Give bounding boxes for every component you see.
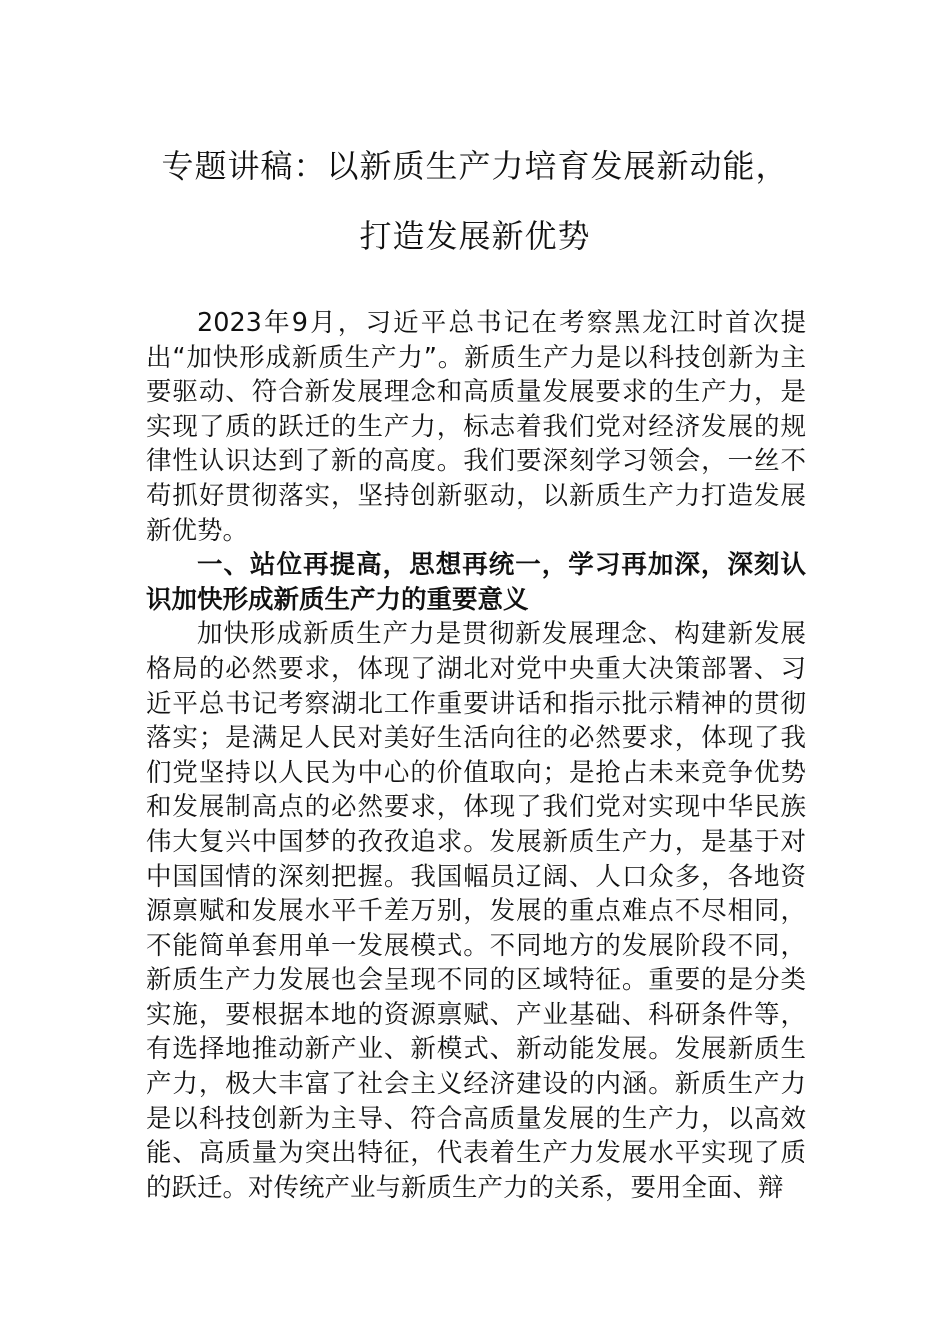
- document-body: [146, 306, 806, 1205]
- section-heading-1: 一、站位再提高，思想再统一，学习再加深，深刻认识加快形成新质生产力的重要意义: [146, 550, 806, 615]
- document-title-line-1: 专题讲稿：以新质生产力培育发展新动能，: [161, 147, 789, 185]
- document-title-line-2: 打造发展新优势: [359, 217, 591, 255]
- paragraph-intro: 2023年9月，习近平总书记在考察黑龙江时首次提出“加快形成新质生产力”。新质生产力是以科技创新为主要驱动、符合新发展理念和高质量发展要求的生产力，是实现了质的跃迁的生产力，标志着我们党对经济发展的规律性认识达到了新的高度。我们要深刻学习领会，一丝不苟抓好贯彻落实，坚持创新驱动，以新质生产力打造发展新优势。: [146, 308, 806, 546]
- paragraph-section-1-body: 加快形成新质生产力是贯彻新发展理念、构建新发展格局的必然要求，体现了湖北对党中央重大决策部署、习近平总书记考察湖北工作重要讲话和指示批示精神的贯彻落实；是满足人民对美好生活向往的必然要求，体现了我们党坚持以人民为中心的价值取向；是抢占未来竞争优势和发展制高点的必然要求，体现了我们党对实现中华民族伟大复兴中国梦的孜孜追求。发展新质生产力，是基于对中国国情的深刻把握。我国幅员辽阔、人口众多，各地资源禀赋和发展水平千差万别，发展的重点难点不尽相同，不能简单套用单一发展模式。不同地方的发展阶段不同，新质生产力发展也会呈现不同的区域特征。重要的是分类实施，要根据本地的资源禀赋、产业基础、科研条件等，有选择地推动新产业、新模式、新动能发展。发展新质生产力，极大丰富了社会主义经济建设的内涵。新质生产力是以科技创新为主导、符合高质量发展的生产力，以高效能、高质量为突出特征，代表着生产力发展水平实现了质的跃迁。对传统产业与新质生产力的关系，要用全面、辩: [146, 619, 806, 1203]
